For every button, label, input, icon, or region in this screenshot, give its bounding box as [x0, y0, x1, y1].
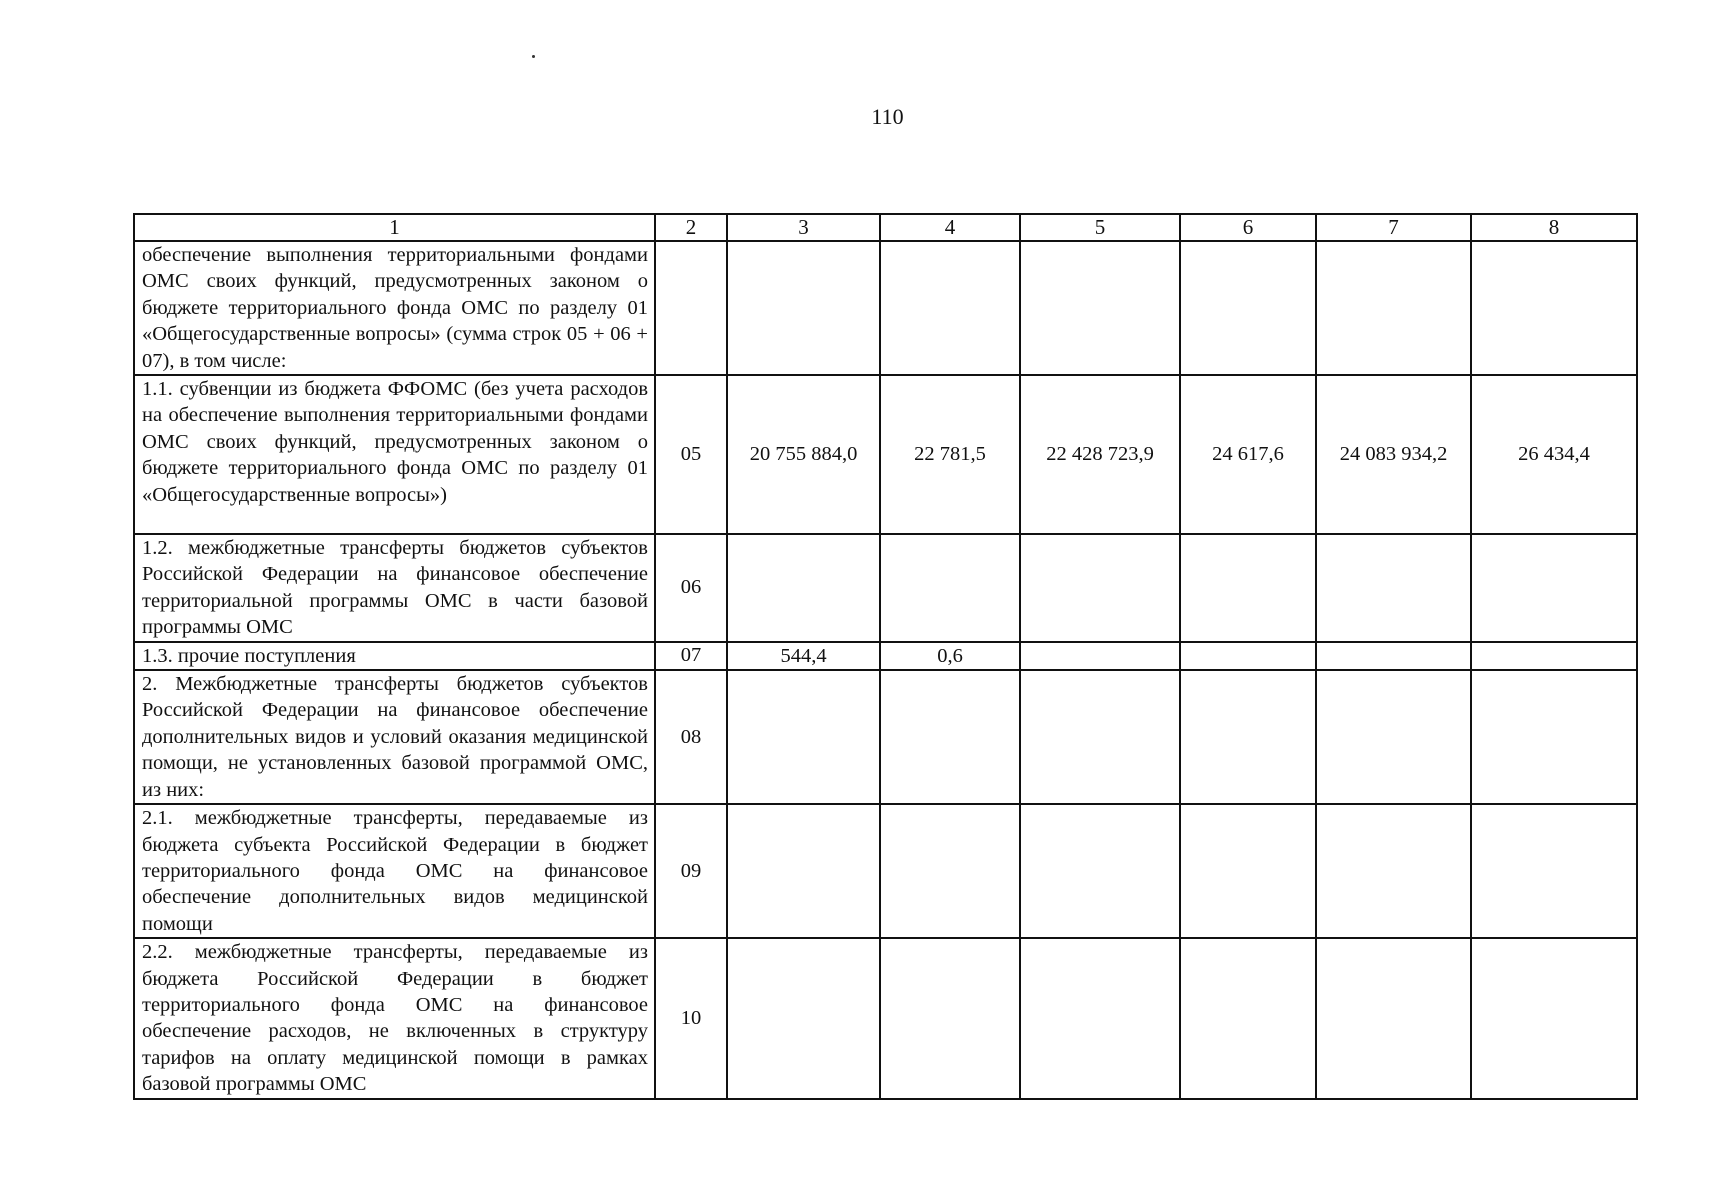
value-cell [1180, 804, 1316, 938]
value-cell [1180, 670, 1316, 804]
row-description: 1.3. прочие поступления [134, 642, 655, 670]
value-cell [880, 938, 1020, 1098]
value-cell [727, 938, 880, 1098]
value-cell: 26 434,4 [1471, 375, 1637, 534]
value-cell [880, 670, 1020, 804]
value-cell [1471, 642, 1637, 670]
table-row [134, 534, 1637, 642]
value-cell [1180, 642, 1316, 670]
row-description: 1.2. межбюджетные трансферты бюджетов субъектов Российской Федерации на финансовое обеспечение территориальной программы ОМС в части базовой программы ОМС [134, 534, 655, 642]
row-code: 10 [655, 938, 727, 1098]
value-cell [1471, 804, 1637, 938]
table-row [134, 804, 1637, 938]
table-row [134, 241, 1637, 375]
value-cell [880, 804, 1020, 938]
value-cell [727, 534, 880, 642]
value-cell [1020, 241, 1180, 375]
scan-speck [532, 55, 535, 58]
row-description: 2. Межбюджетные трансферты бюджетов субъектов Российской Федерации на финансовое обеспечение дополнительных видов и условий оказания медицинской помощи, не установленных базовой программой ОМС, из них: [134, 670, 655, 804]
value-cell [727, 241, 880, 375]
row-code: 05 [655, 375, 727, 534]
value-cell: 22 781,5 [880, 375, 1020, 534]
value-cell [727, 804, 880, 938]
value-cell [1471, 241, 1637, 375]
value-cell [727, 670, 880, 804]
value-cell [1316, 534, 1471, 642]
value-cell [1316, 804, 1471, 938]
value-cell [1180, 241, 1316, 375]
value-cell [1020, 534, 1180, 642]
value-cell [1316, 642, 1471, 670]
row-code: 08 [655, 670, 727, 804]
header-row [134, 214, 1637, 241]
value-cell [880, 241, 1020, 375]
table-row [134, 375, 1637, 534]
value-cell: 22 428 723,9 [1020, 375, 1180, 534]
value-cell [1180, 534, 1316, 642]
value-cell: 24 083 934,2 [1316, 375, 1471, 534]
value-cell [1471, 670, 1637, 804]
value-cell [1471, 938, 1637, 1098]
header-cell: 5 [1020, 214, 1180, 241]
header-cell: 7 [1316, 214, 1471, 241]
header-cell: 2 [655, 214, 727, 241]
value-cell [1316, 938, 1471, 1098]
header-cell: 1 [134, 214, 655, 241]
value-cell: 0,6 [880, 642, 1020, 670]
table-row [134, 670, 1637, 804]
header-cell: 3 [727, 214, 880, 241]
value-cell [1020, 804, 1180, 938]
row-description: 2.2. межбюджетные трансферты, передаваемые из бюджета Российской Федерации в бюджет территориального фонда ОМС на финансовое обеспечение расходов, не включенных в структуру тарифов на оплату медицинской помощи в рамках базовой программы ОМС [134, 938, 655, 1098]
value-cell [1020, 670, 1180, 804]
row-description: 2.1. межбюджетные трансферты, передаваемые из бюджета субъекта Российской Федерации в бюджет территориального фонда ОМС на финансовое обеспечение дополнительных видов медицинской помощи [134, 804, 655, 938]
header-cell: 6 [1180, 214, 1316, 241]
value-cell [1471, 534, 1637, 642]
row-code [655, 241, 727, 375]
row-description: обеспечение выполнения территориальными фондами ОМС своих функций, предусмотренных законом о бюджете территориального фонда ОМС по разделу 01 «Общегосударственные вопросы» (сумма строк 05 + 06 + 07), в том числе: [134, 241, 655, 375]
value-cell [1316, 670, 1471, 804]
table-row [134, 642, 1637, 670]
value-cell [1316, 241, 1471, 375]
data-table [133, 213, 1638, 1100]
value-cell: 544,4 [727, 642, 880, 670]
row-code: 06 [655, 534, 727, 642]
value-cell [1180, 938, 1316, 1098]
row-description: 1.1. субвенции из бюджета ФФОМС (без учета расходов на обеспечение выполнения территориальными фондами ОМС своих функций, предусмотренных законом о бюджете территориального фонда ОМС по разделу 01 «Общегосударственные вопросы») [134, 375, 655, 534]
value-cell [1020, 938, 1180, 1098]
row-code: 09 [655, 804, 727, 938]
value-cell [880, 534, 1020, 642]
page-number: 110 [871, 104, 904, 129]
header-cell: 8 [1471, 214, 1637, 241]
table-row [134, 938, 1637, 1098]
value-cell: 20 755 884,0 [727, 375, 880, 534]
header-cell: 4 [880, 214, 1020, 241]
value-cell [1020, 642, 1180, 670]
value-cell: 24 617,6 [1180, 375, 1316, 534]
row-code: 07 [655, 642, 727, 670]
